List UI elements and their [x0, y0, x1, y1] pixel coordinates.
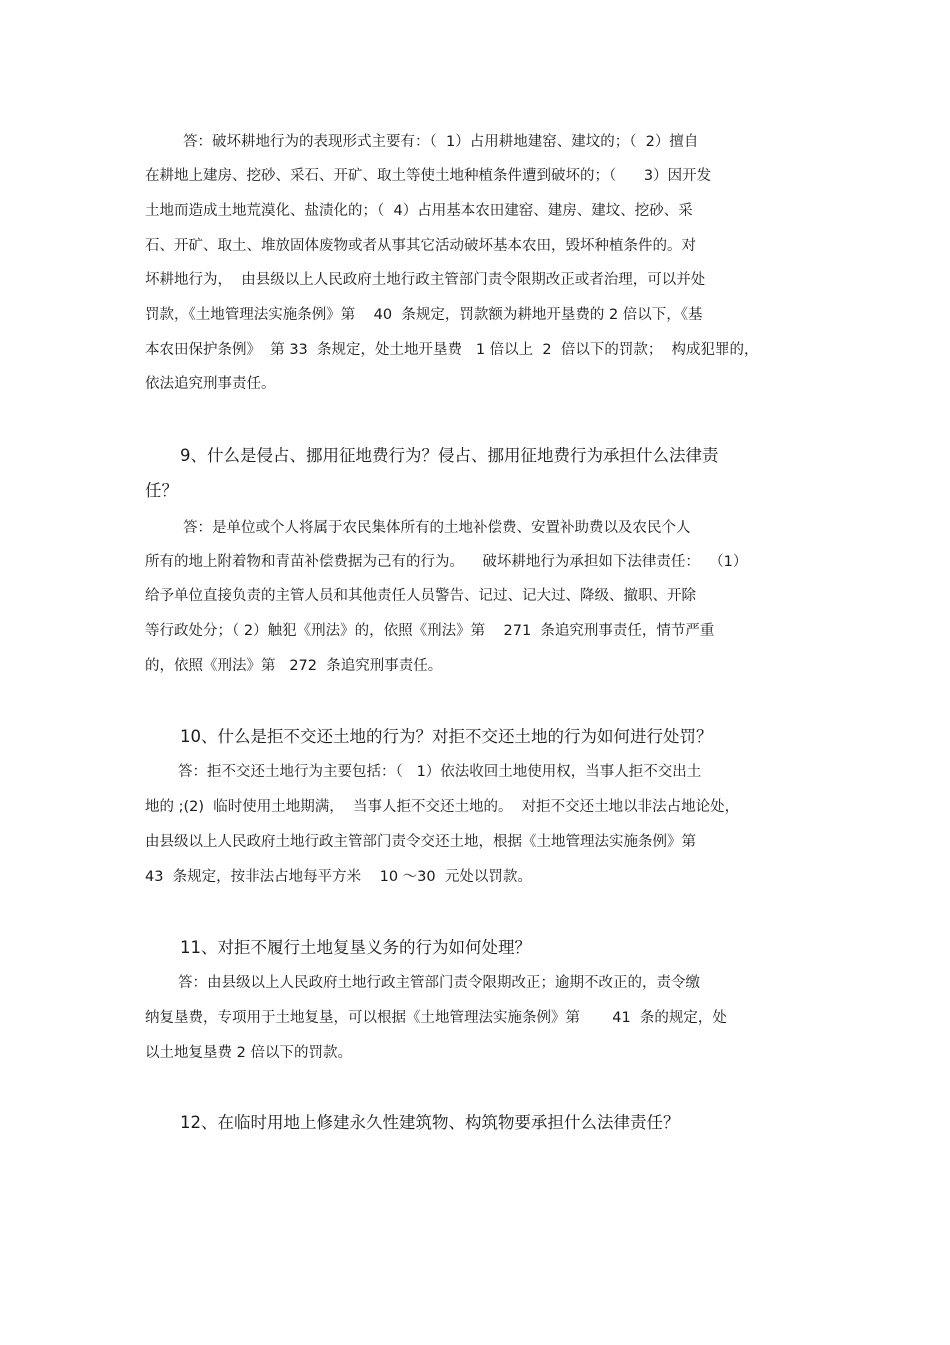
- answer-line: 依法追究刑事责任。: [145, 376, 276, 392]
- answer-line: 土地而造成土地荒漠化、盐渍化的；（ 4）占用基本农田建窑、建房、建坟、挖砂、采: [145, 203, 693, 219]
- answer-line: 以土地复垦费 2 倍以下的罚款。: [145, 1045, 352, 1061]
- question-heading: 10、什么是拒不交还土地的行为？对拒不交还土地的行为如何进行处罚？: [180, 727, 713, 746]
- answer-line: 43 条规定，按非法占地每平方米 10 ～30 元处以罚款。: [145, 869, 532, 885]
- answer-line: 答：由县级以上人民政府土地行政主管部门责令限期改正；逾期不改正的，责令缴: [178, 975, 700, 991]
- answer-line: 坏耕地行为， 由县级以上人民政府土地行政主管部门责令限期改正或者治理，可以并处: [145, 272, 706, 288]
- answer-line: 答：拒不交还土地行为主要包括：（ 1）依法收回土地使用权，当事人拒不交出土: [178, 764, 702, 780]
- question-heading: 任？: [145, 481, 178, 500]
- answer-line: 答：是单位或个人将属于农民集体所有的土地补偿费、安置补助费以及农民个人: [183, 520, 691, 536]
- question-heading: 9、什么是侵占、挪用征地费行为？侵占、挪用征地费行为承担什么法律责: [180, 446, 719, 465]
- answer-line: 纳复垦费，专项用于土地复垦，可以根据《土地管理法实施条例》第 41 条的规定，处: [145, 1010, 727, 1026]
- answer-line: 的，依照《刑法》第 272 条追究刑事责任。: [145, 658, 443, 674]
- answer-line: 石、开矿、取土、堆放固体废物或者从事其它活动破坏基本农田，毁坏种植条件的。对: [145, 238, 696, 254]
- answer-line: 地的 ;(2) 临时使用土地期满， 当事人拒不交还土地的。 对拒不交还土地以非法占地论处，: [145, 799, 740, 815]
- answer-line: 等行政处分；（ 2）触犯《刑法》的，依照《刑法》第 271 条追究刑事责任，情节严重: [145, 623, 715, 639]
- answer-line: 罚款，《土地管理法实施条例》第 40 条规定，罚款额为耕地开垦费的 2 倍以下，《基: [145, 307, 703, 323]
- answer-line: 本农田保护条例》 第 33 条规定，处土地开垦费 1 倍以上 2 倍以下的罚款； 构成犯罪的，: [145, 342, 759, 358]
- question-heading: 11、对拒不履行土地复垦义务的行为如何处理？: [180, 938, 531, 957]
- answer-line: 在耕地上建房、挖砂、采石、开矿、取土等使土地种植条件遭到破坏的；（ 3）因开发: [145, 168, 712, 184]
- answer-line: 由县级以上人民政府土地行政主管部门责令交还土地，根据《土地管理法实施条例》第: [145, 834, 696, 850]
- answer-line: 答：破坏耕地行为的表现形式主要有：（ 1）占用耕地建窑、建坟的；（ 2）擅自: [183, 134, 699, 150]
- answer-line: 给予单位直接负责的主管人员和其他责任人员警告、记过、记大过、降级、撤职、开除: [145, 588, 696, 604]
- answer-line: 所有的地上附着物和青苗补偿费据为己有的行为。 破坏耕地行为承担如下法律责任： （1）: [145, 554, 748, 570]
- question-heading: 12、在临时用地上修建永久性建筑物、构筑物要承担什么法律责任？: [180, 1113, 680, 1132]
